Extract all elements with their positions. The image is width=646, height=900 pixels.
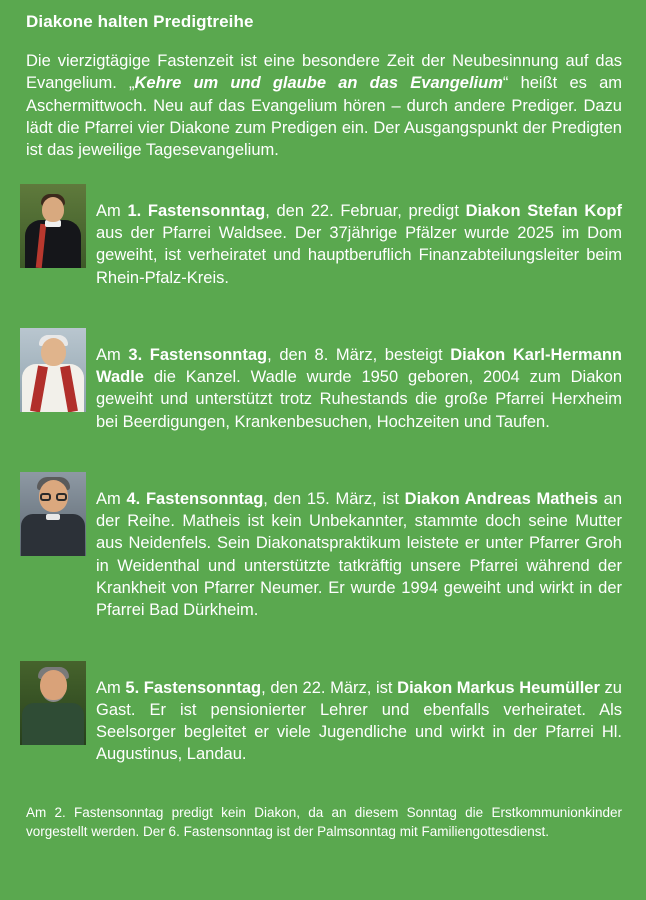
entry-3-body: an der Reihe. Matheis ist kein Unbekannter, stammte doch seine Mutter aus Neidenfels. Sein Diakonatspraktikum leistete er unter Pfarrer Groh in Weidenthal und unterstützte tatkräftig unsere Pfarrei während der Krankheit von Pfarrer Neumer. Er wurde 1994 geweiht und wirkt in der Pfarrei Bad Dürkheim. (96, 489, 622, 620)
entry-2-name: Diakon Karl-Hermann Wadle (96, 345, 622, 387)
portrait-photo-4 (20, 661, 86, 745)
intro-paragraph (26, 50, 622, 161)
entry-1-mid: , den 22. Februar, predigt (265, 201, 466, 220)
entry-4-mid: , den 22. März, ist (261, 678, 398, 697)
list-item (20, 469, 622, 638)
entry-1-lead: Am (96, 201, 128, 220)
list-item (20, 325, 622, 449)
intro-text-part1: Die vierzigtägige Fastenzeit ist eine besondere Zeit der Neubesinnung auf das Evangelium. „ (26, 52, 622, 93)
portrait-photo-1 (20, 184, 86, 268)
list-item (20, 658, 622, 782)
entry-4-body: zu Gast. Er ist pensionierter Lehrer und ebenfalls verheiratet. Als Seelsorger begleitet er viele Jugendliche und wirkt in der Pfarrei Hl. Augustinus, Landau. (96, 678, 622, 764)
entry-1-name: Diakon Stefan Kopf (465, 201, 622, 220)
entry-1-sunday: 1. Fastensonntag (127, 201, 266, 220)
entry-1-body: aus der Pfarrei Waldsee. Der 37jährige Pfälzer wurde 2025 im Dom geweiht, ist verheiratet und hauptberuflich Finanzabteilungsleiter beim Rhein-Pfalz-Kreis. (96, 224, 622, 287)
portrait-photo-2 (20, 328, 86, 412)
page-title: Diakone halten Predigtreihe (26, 12, 254, 31)
entry-text-2 (96, 342, 622, 433)
entry-4-sunday: 5. Fastensonntag (125, 678, 262, 697)
entry-4-lead: Am (96, 678, 126, 697)
entry-2-lead: Am (96, 345, 129, 364)
intro-quote: Kehre um und glaube an das Evangelium (134, 74, 503, 93)
entry-2-mid: , den 8. März, besteigt (267, 345, 451, 364)
entry-3-lead: Am (96, 489, 127, 508)
entry-3-sunday: 4. Fastensonntag (126, 489, 264, 508)
entry-text-3 (96, 486, 622, 622)
entry-3-name: Diakon Andreas Matheis (404, 489, 598, 508)
entry-3-mid: , den 15. März, ist (263, 489, 405, 508)
entry-2-sunday: 3. Fastensonntag (128, 345, 268, 364)
portrait-photo-3 (20, 472, 86, 556)
footnote: Am 2. Fastensonntag predigt kein Diakon, da an diesem Sonntag die Erstkommunionkinder vorgestellt werden. Der 6. Fastensonntag ist der Palmsonntag mit Familiengottesdienst. (26, 805, 622, 839)
entry-text-1 (96, 198, 622, 289)
entry-4-name: Diakon Markus Heumüller (397, 678, 600, 697)
intro-text-part2: “ heißt es am Aschermittwoch. Neu auf das Evangelium hören – durch andere Prediger. Dazu lädt die Pfarrei vier Diakone zum Predigen ein. Der Ausgangspunkt der Predigten ist das jeweilige Tagesevangelium. (26, 74, 622, 160)
entry-2-body: die Kanzel. Wadle wurde 1950 geboren, 2004 zum Diakon geweiht und unterstützt trotz Ruhestands die große Pfarrei Herxheim bei Beerdigungen, Krankenbesuchen, Hochzeiten und Taufen. (96, 368, 622, 431)
list-item (20, 181, 622, 305)
entry-text-4 (96, 675, 622, 766)
